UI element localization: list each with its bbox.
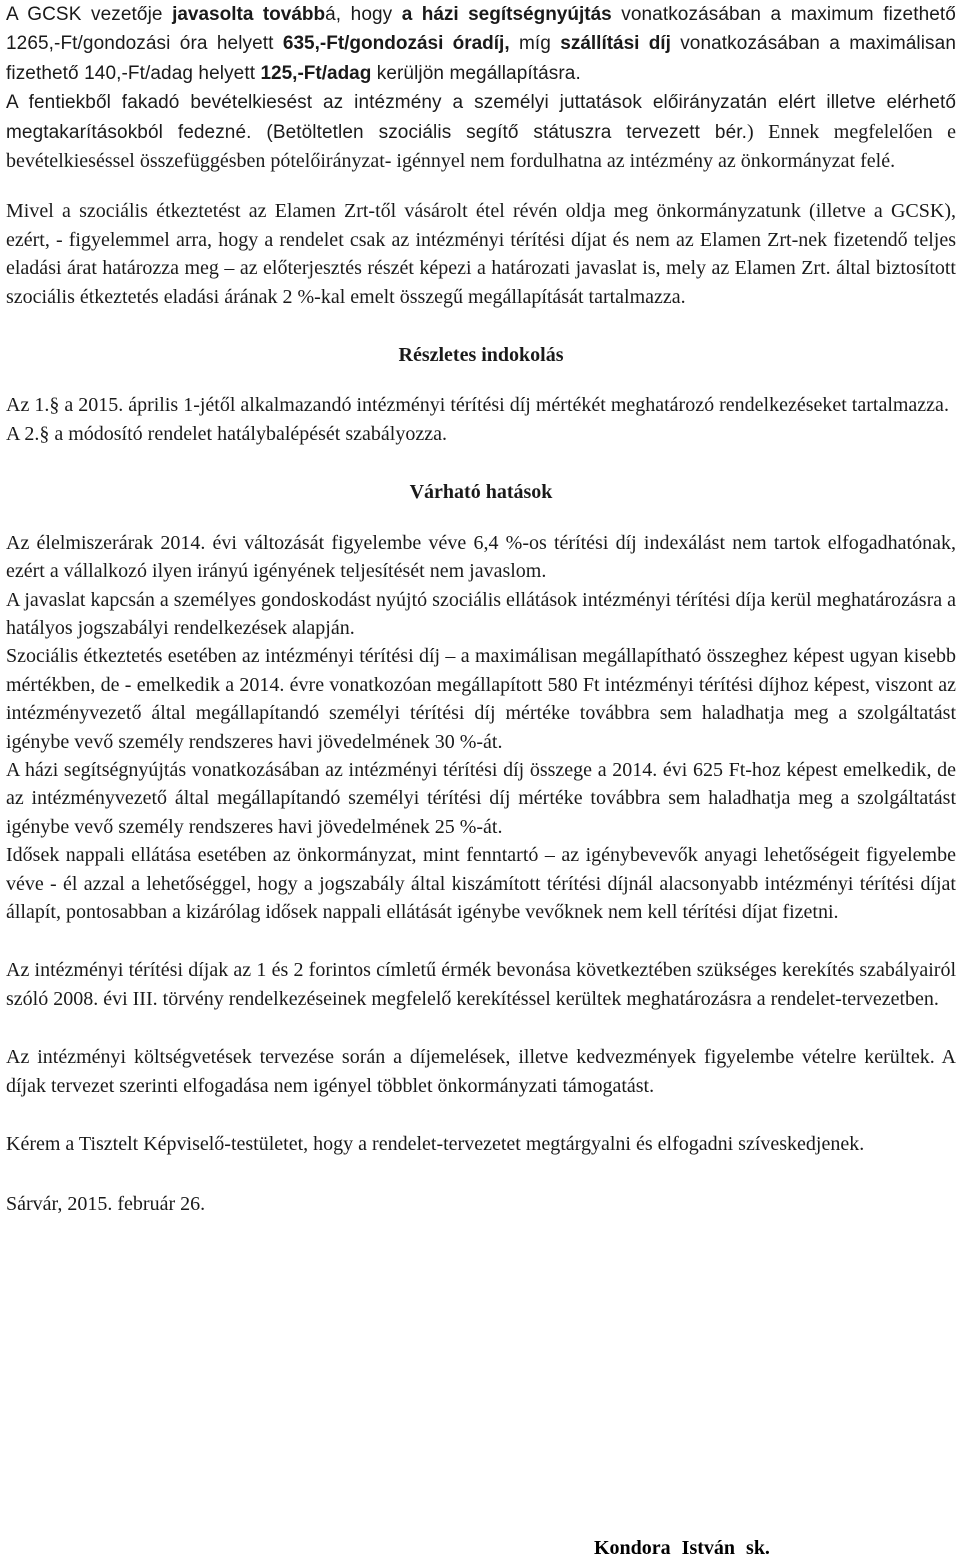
intro-funding-text-2: ) Ennek megfelelően e bevételkieséssel összefüggésben pótelőirányzat- igénnyel nem fordulhatna az intézmény az önkormányzat felé. (6, 120, 956, 173)
rounding-paragraph: Az intézményi térítési díjak az 1 és 2 forintos címletű érmék bevonása következtében szükséges kerekítés szabályairól szóló 2008. évi III. törvény rendelkezéseinek megfelelő kerekítéssel kerültek meghatározásra a rendelet-tervezetben. (6, 959, 956, 1010)
section-1-prefix: Az 1. (6, 394, 50, 417)
effects-paragraph-2: A javaslat kapcsán a személyes gondoskodást nyújtó szociális ellátások intézményi térítési díja kerül meghatározásra a hatályos jogszabályi rendelkezések alapján. (6, 588, 956, 639)
intro-bold-delivery-fee: szállítási díj (560, 33, 671, 55)
section-1-paragraph (6, 391, 956, 419)
request-paragraph: Kérem a Tisztelt Képviselő-testületet, hogy a rendelet-tervezetet megtárgyalni és elfogadni szíveskedjenek. (6, 1133, 865, 1155)
intro-text-2: á, hogy (325, 4, 402, 25)
section-sign-2: § (39, 422, 50, 445)
intro-bold-proposed: javasolta tovább (172, 4, 326, 25)
section-2-prefix: A 2. (6, 422, 40, 445)
elamen-paragraph: Mivel a szociális étkeztetést az Elamen Zrt-től vásárolt étel révén oldja meg önkormányzatunk (illetve a GCSK), ezért, - figyelemmel arra, hogy a rendelet csak az intézményi térítési díjat és nem az Elamen Zrt-nek fizetendő teljes eladási árat határozza meg – az előterjesztés részét képezi a határozati javaslat is, mely az Elamen Zrt. által biztosított szociális étkeztetés eladási árának 2 %-kal emelt összegű megállapítását tartalmazza. (6, 200, 956, 308)
intro-text-5: vonatkozásában a maximálisan fizethető 140,-Ft/adag helyett (6, 33, 956, 84)
effects-paragraph-5: Idősek nappali ellátása esetében az önkormányzat, mint fenntartó – az igénybevevők anyagi lehetőségeit figyelembe véve - él azzal a lehetőséggel, hogy a jogszabály által kiszámított térítési díjnál alacsonyabb intézményi térítési díjat állapít, pontosabban a kizárólag idősek nappali ellátását igénybe vevőknek nem kell térítési díjat fizetni. (6, 844, 956, 923)
effects-paragraph-3: Szociális étkeztetés esetében az intézményi térítési díj – a maximálisan megállapítható összeghez képest ugyan kisebb mértékben, de - emelkedik a 2014. évre vonatkozóan megállapított 580 Ft intézményi térítési díjhoz képest, viszont az intézményvezető által megállapítandó személyi térítési díj mértéke továbbra sem haladhatja meg a szolgáltatást igénybe vevő személy rendszeres havi jövedelmének 30 %-át. (6, 645, 956, 753)
intro-bold-home-care: a házi segítségnyújtás (401, 4, 612, 25)
budget-paragraph: Az intézményi költségvetések tervezése során a díjemelések, illetve kedvezmények figyelembe vételre kerültek. A díjak tervezet szerinti elfogadása nem igényel többlet önkormányzati támogatást. (6, 1046, 956, 1097)
section-sign-1: § (49, 394, 60, 417)
intro-text-4: míg (509, 33, 561, 55)
intro-paragraph (6, 0, 956, 88)
intro-bold-hourly-fee: 635,-Ft/gondozási óradíj, (282, 33, 510, 55)
section-2-paragraph (6, 420, 956, 448)
effects-paragraph-1: Az élelmiszerárak 2014. évi változását figyelembe véve 6,4 %-os térítési díj indexálást nem tartok elfogadhatónak, ezért a vállalkozó ilyen irányú igényének teljesítését nem javaslom. (6, 531, 956, 583)
section-1-text: a 2015. április 1-jétől alkalmazandó intézményi térítési díj mértékét meghatározó rendelkezéseket tartalmazza. (59, 394, 949, 417)
intro-funding-text-1: A fentiekből fakadó bevételkiesést az intézmény a személyi juttatások előirányzatán elért illetve elérhető megtakarításokból fedezné. (Betöltetlen szociális segítő státuszra tervezett bér. (6, 92, 956, 143)
expected-effects-heading: Várható hatások (409, 481, 553, 504)
intro-text-1: A GCSK vezetője (6, 4, 173, 25)
intro-funding-paragraph (6, 88, 956, 175)
intro-bold-portion-fee: 125,-Ft/adag (260, 62, 372, 84)
effects-paragraph-4: A házi segítségnyújtás vonatkozásában az intézményi térítési díj összege a 2014. évi 625 Ft-hoz képest emelkedik, de az intézményvezető által megállapítandó személyi térítési díj mértéke továbbra sem haladhatja meg a szolgáltatást igénybe vevő személy rendszeres havi jövedelmének 25 %-át. (6, 758, 956, 838)
section-2-text: a módosító rendelet hatálybalépését szabályozza. (49, 422, 447, 445)
document-page (6, 0, 956, 1219)
intro-text-6: kerüljön megállapításra. (371, 62, 581, 84)
place-date: Sárvár, 2015. február 26. (6, 1193, 206, 1216)
detailed-justification-heading: Részletes indokolás (398, 344, 564, 367)
signature: Kondora István sk. (594, 1537, 770, 1559)
intro-text-3: vonatkozásában a maximum fizethető 1265,-Ft/gondozási óra helyett (6, 4, 956, 55)
